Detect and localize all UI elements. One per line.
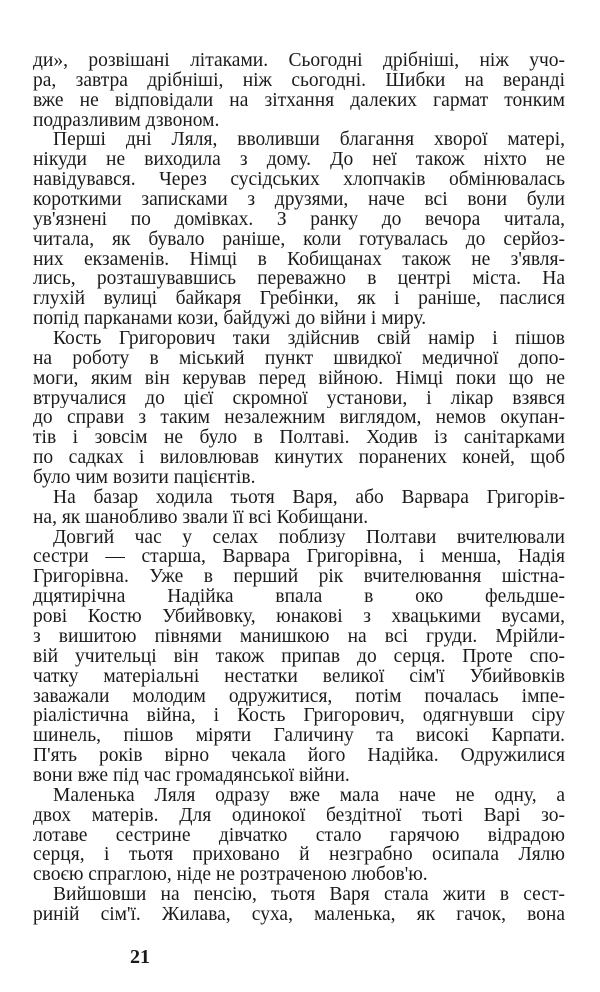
- text-line: короткими записками з друзями, наче всі вони були: [33, 190, 565, 210]
- text-line: шинель, пішов міряти Галичину та високі Карпати.: [33, 726, 565, 747]
- text-line: Перші дні Ляля, вволивши благання хворої матері,: [53, 130, 565, 151]
- text-line: вони вже під час громадянської війни.: [33, 765, 350, 786]
- text-line: тів і зовсім не було в Полтаві. Ходив із санітарками: [33, 428, 565, 449]
- text-line: моги, яким він керував перед війною. Німці поки що не: [33, 368, 565, 389]
- text-line: сестри — старша, Варвара Григорівна, і менша, Надія: [33, 547, 565, 568]
- text-line: чатку матеріальні нестатки великої сім'ї Убийвовків: [33, 666, 565, 687]
- text-line: попід парканами кози, байдужі до війни і миру.: [33, 309, 427, 330]
- text-line: Вийшовши на пенсію, тьотя Варя стала жити в сест-: [53, 885, 565, 905]
- text-line: двох матерів. Для одинокої бездітної тьоті Варі зо-: [33, 805, 565, 826]
- text-line: риній сім'ї. Жилава, суха, маленька, як гачок, вона: [33, 904, 565, 925]
- text-line: ра, завтра дрібніші, ніж сьогодні. Шибки на веранді: [33, 70, 565, 91]
- text-line: з вишитою півнями манишкою на всі груди. Мрійли-: [33, 626, 565, 647]
- page-number: 21: [130, 946, 150, 968]
- text-line: дцятирічна Надійка впала в око фельдше-: [33, 587, 565, 608]
- text-line: читала, як бувало раніше, коли готувалась до серйоз-: [33, 229, 565, 250]
- text-line: на, як шанобливо звали її всі Кобищани.: [33, 507, 369, 528]
- text-line: до справи з таким незалежним виглядом, немов окупан-: [33, 408, 565, 429]
- text-line: ди», розвішані літаками. Сьогодні дрібніші, ніж учо-: [33, 51, 565, 71]
- text-line: подразливим дзвоном.: [33, 110, 220, 131]
- text-line: На базар ходила тьотя Варя, або Варвара Григорів-: [53, 487, 565, 508]
- text-line: на роботу в міський пункт швидкої медичної допо-: [33, 348, 565, 369]
- text-line: ув'язнені по домівках. З ранку до вечора читала,: [33, 209, 565, 230]
- text-line: ріалістична війна, і Кость Григорович, одягнувши сіру: [33, 706, 565, 727]
- text-line: лотаве сестрине дівчатко стало гарячою відрадою: [33, 825, 565, 846]
- text-line: навідувався. Через сусідських хлопчаків обмінювалась: [33, 170, 565, 191]
- text-line: лись, розташувавшись переважно в центрі міста. На: [33, 269, 565, 290]
- text-line: Маленька Ляля одразу вже мала наче не одну, а: [53, 785, 565, 806]
- text-line: вже не відповідали на зітхання далеких гармат тонким: [33, 90, 565, 111]
- text-line: нікуди не виходила з дому. До неї також ніхто не: [33, 150, 565, 171]
- text-line: своєю спраглою, ніде не розтраченою любов'ю.: [33, 865, 428, 886]
- text-line: серця, і тьотя приховано й незграбно осипала Лялю: [33, 845, 565, 866]
- text-line: рові Костю Убийвовку, юнакові з хвацькими вусами,: [33, 607, 565, 627]
- text-line: по садках і виловлював кинутих поранених коней, щоб: [33, 448, 565, 469]
- text-line: Григорівна. Уже в перший рік вчителювання шістна-: [33, 567, 565, 588]
- text-line: втручалися до цієї скромної установи, і лікар взявся: [33, 388, 565, 409]
- page-body-text: [33, 51, 565, 925]
- text-line: них екзаменів. Німці в Кобищанах також не з'явля-: [33, 249, 565, 270]
- text-line: глухій вулиці байкаря Гребінки, як і раніше, паслися: [33, 289, 565, 310]
- text-line: вій учительці він також припав до серця. Проте спо-: [33, 646, 565, 667]
- text-line: П'ять років вірно чекала його Надійка. Одружилися: [33, 746, 565, 766]
- text-line: Кость Григорович таки здійснив свій намір і пішов: [53, 329, 565, 349]
- text-line: було чим возити пацієнтів.: [33, 468, 256, 488]
- text-line: Довгий час у селах поблизу Полтави вчителювали: [53, 527, 565, 548]
- text-line: заважали молодим одружитися, потім почалась імпе-: [33, 686, 565, 707]
